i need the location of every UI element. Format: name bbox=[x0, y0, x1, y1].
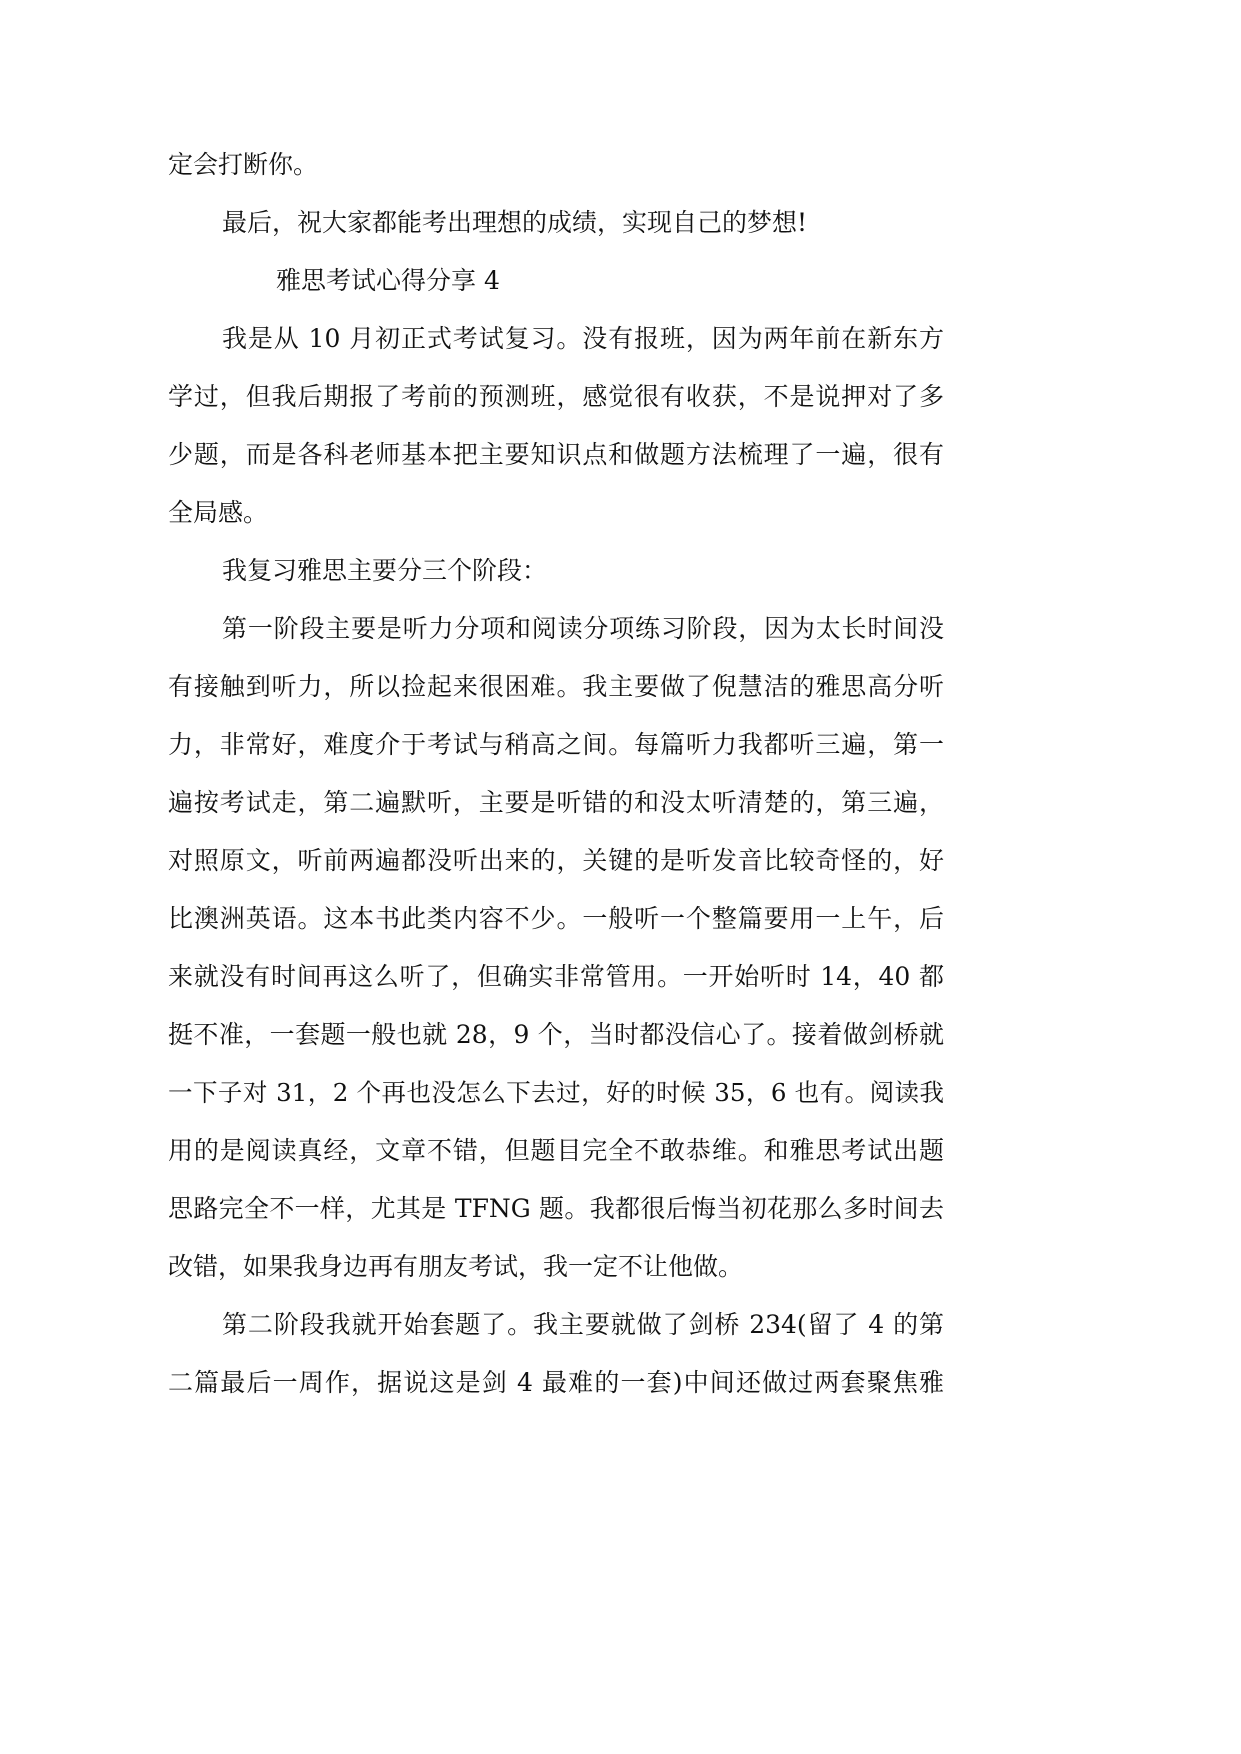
text-line: 比澳洲英语。这本书此类内容不少。一般听一个整篇要用一上午，后 bbox=[168, 904, 944, 933]
text-line: 有接触到听力，所以捡起来很困难。我主要做了倪慧洁的雅思高分听 bbox=[168, 672, 944, 701]
paragraph bbox=[168, 600, 944, 1296]
text-line: 全局感。 bbox=[168, 498, 269, 527]
text-line: 最后，祝大家都能考出理想的成绩，实现自己的梦想! bbox=[222, 208, 808, 237]
text-line: 我复习雅思主要分三个阶段： bbox=[222, 556, 548, 585]
text-line: 一下子对 31，2 个再也没怎么下去过，好的时候 35，6 也有。阅读我 bbox=[168, 1078, 944, 1107]
text-line: 二篇最后一周作，据说这是剑 4 最难的一套)中间还做过两套聚焦雅 bbox=[168, 1368, 944, 1397]
text-line: 定会打断你。 bbox=[168, 150, 319, 179]
paragraph bbox=[168, 1296, 944, 1412]
text-line: 思路完全不一样，尤其是 TFNG 题。我都很后悔当初花那么多时间去 bbox=[168, 1194, 944, 1223]
paragraph bbox=[168, 310, 944, 542]
text-line: 挺不准，一套题一般也就 28，9 个，当时都没信心了。接着做剑桥就 bbox=[168, 1020, 944, 1049]
text-line: 来就没有时间再这么听了，但确实非常管用。一开始听时 14，40 都 bbox=[168, 962, 944, 991]
text-line: 少题，而是各科老师基本把主要知识点和做题方法梳理了一遍，很有 bbox=[168, 440, 944, 469]
text-line: 对照原文，听前两遍都没听出来的，关键的是听发音比较奇怪的，好 bbox=[168, 846, 944, 875]
text-line: 遍按考试走，第二遍默听，主要是听错的和没太听清楚的，第三遍， bbox=[168, 788, 944, 817]
text-line: 我是从 10 月初正式考试复习。没有报班，因为两年前在新东方 bbox=[222, 324, 944, 353]
paragraph bbox=[168, 542, 944, 600]
document-body bbox=[168, 136, 944, 1412]
text-line: 第二阶段我就开始套题了。我主要就做了剑桥 234(留了 4 的第 bbox=[222, 1310, 944, 1339]
text-line: 第一阶段主要是听力分项和阅读分项练习阶段，因为太长时间没 bbox=[222, 614, 944, 643]
paragraph bbox=[168, 136, 944, 194]
text-line: 用的是阅读真经，文章不错，但题目完全不敢恭维。和雅思考试出题 bbox=[168, 1136, 944, 1165]
section-heading: 雅思考试心得分享 4 bbox=[276, 266, 500, 295]
text-line: 改错，如果我身边再有朋友考试，我一定不让他做。 bbox=[168, 1252, 744, 1281]
text-line: 力，非常好，难度介于考试与稍高之间。每篇听力我都听三遍，第一 bbox=[168, 730, 944, 759]
text-line: 学过，但我后期报了考前的预测班，感觉很有收获，不是说押对了多 bbox=[168, 382, 944, 411]
paragraph bbox=[168, 194, 944, 252]
